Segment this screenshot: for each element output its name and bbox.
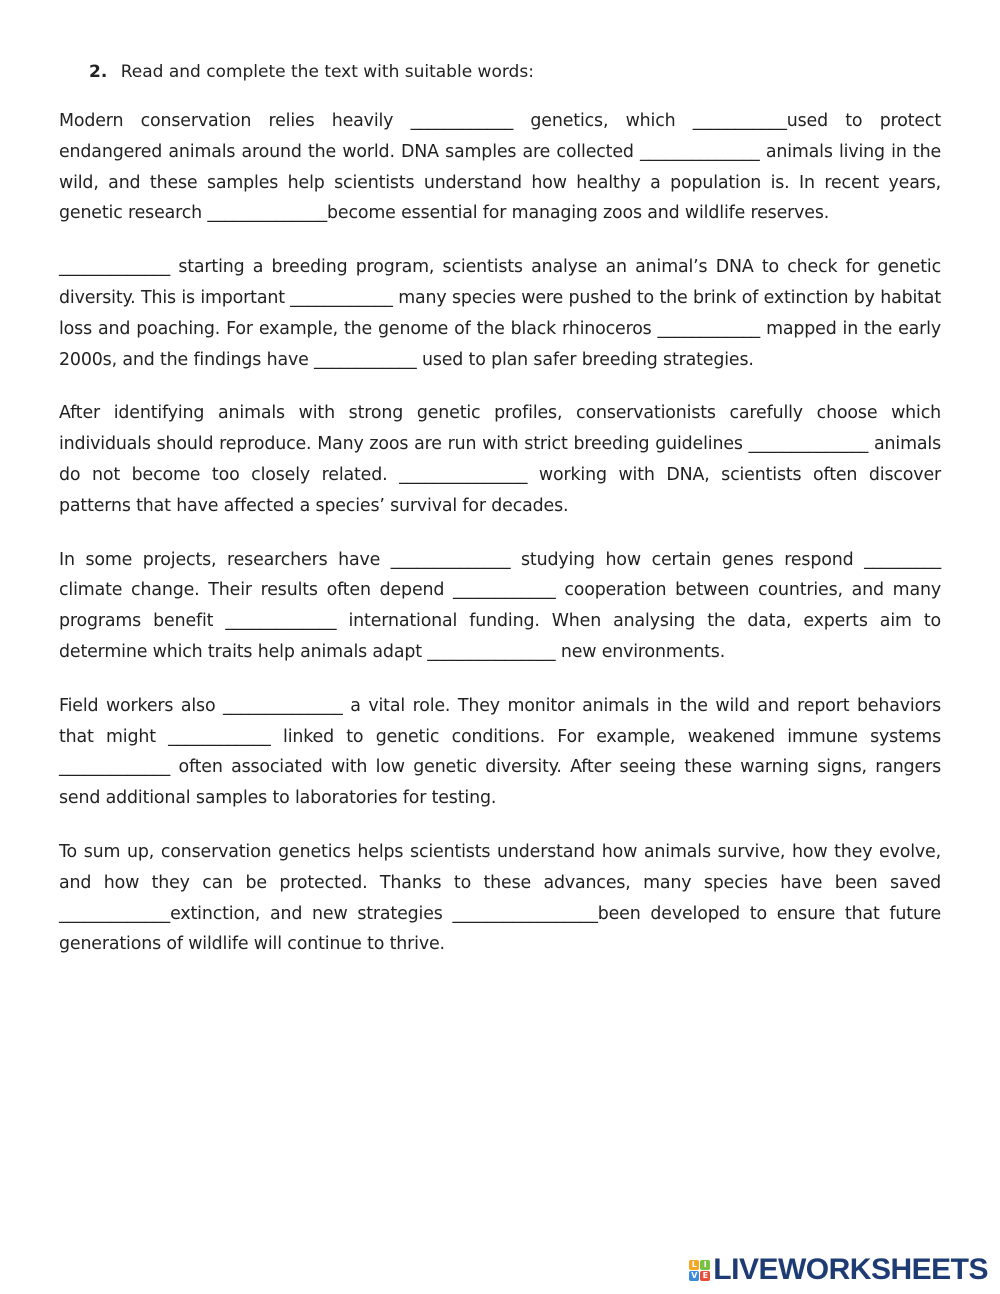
liveworksheets-logo bbox=[689, 1254, 988, 1286]
logo-mark-icon bbox=[689, 1260, 710, 1281]
paragraph-1: Modern conservation relies heavily ____________ genetics, which ___________used to protect endangered animals around the world. DNA samples are collected ______________ animals living in the wild, and these samples help scientists understand how healthy a population is. In recent years, genetic research ______________become essential for managing zoos and wildlife reserves. bbox=[59, 111, 941, 224]
paragraph-2: _____________ starting a breeding program, scientists analyse an animal’s DNA to check for genetic diversity. This is important ____________ many species were pushed to the brink of extinction by habitat loss and poaching. For example, the genome of the black rhinoceros ____________ mapped in the early 2000s, and the findings have ____________ used to plan safer breeding strategies. bbox=[59, 257, 941, 370]
exercise-instruction: Read and complete the text with suitable words: bbox=[120, 62, 534, 82]
exercise-number: 2. bbox=[89, 62, 108, 82]
worksheet-page bbox=[59, 58, 941, 983]
logo-text: LIVEWORKSHEETS bbox=[713, 1253, 988, 1286]
logo-mark-square: I bbox=[700, 1260, 710, 1270]
logo-mark-square: L bbox=[689, 1260, 699, 1270]
paragraph-6: To sum up, conservation genetics helps scientists understand how animals survive, how they evolve, and how they can be protected. Thanks to these advances, many species have been saved _____________extinction, and new strategies _________________been developed to ensure that future generations of wildlife will continue to thrive. bbox=[59, 841, 941, 955]
logo-mark-square: E bbox=[700, 1271, 710, 1281]
exercise-heading bbox=[59, 58, 941, 86]
paragraph-4: In some projects, researchers have ______________ studying how certain genes respond _________ climate change. Their results often depend ____________ cooperation between countries, and many programs benefit _____________ international funding. When analysing the data, experts aim to determine which traits help animals adapt _______________ new environments. bbox=[59, 549, 941, 662]
paragraph-3: After identifying animals with strong genetic profiles, conservationists carefully choose which individuals should reproduce. Many zoos are run with strict breeding guidelines ______________ animals do not become too closely related. _______________ working with DNA, scientists often discover patterns that have affected a species’ survival for decades. bbox=[59, 403, 941, 516]
logo-mark-square: V bbox=[691, 1270, 698, 1280]
paragraph-5: Field workers also ______________ a vital role. They monitor animals in the wild and report behaviors that might ____________ linked to genetic conditions. For example, weakened immune systems _____________ often associated with low genetic diversity. After seeing these warning signs, rangers send additional samples to laboratories for testing. bbox=[59, 695, 941, 809]
